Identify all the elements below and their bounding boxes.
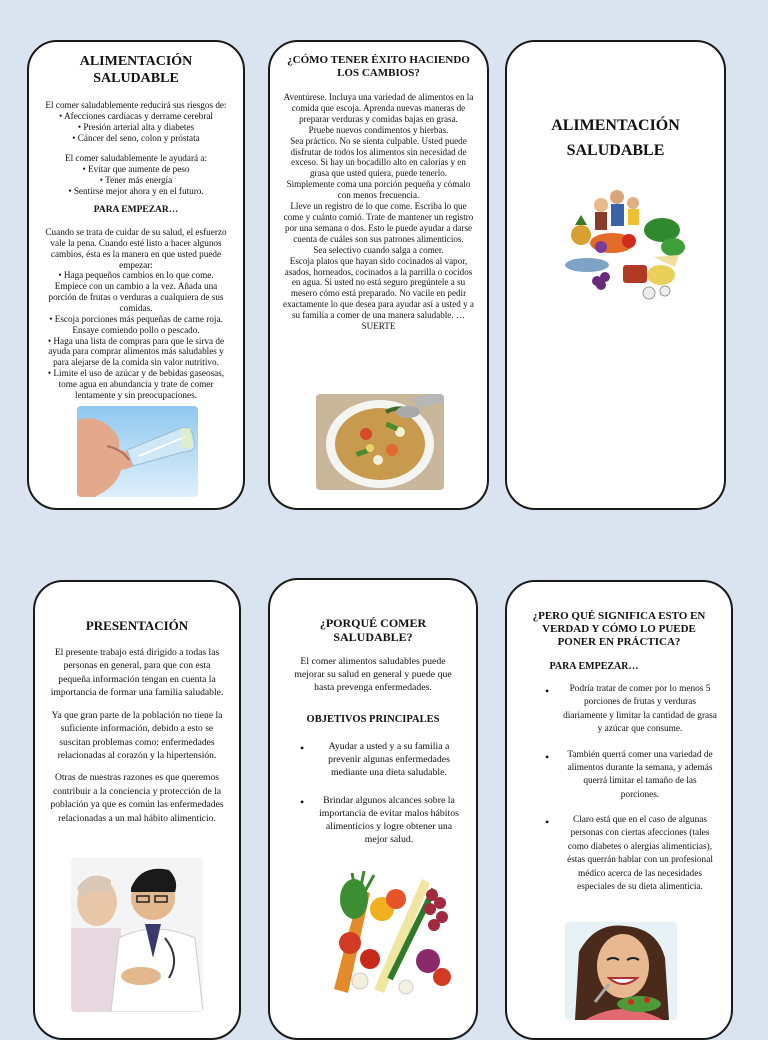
list-item: • Brindar algunos alcances sobre la importancia de evitar malos hábitos alimenticios y logre obtener una mejor salud. (294, 794, 460, 847)
panel-presentation (33, 580, 241, 1040)
woman-eating-salad-image (565, 922, 677, 1020)
presentation-text (47, 646, 227, 834)
list-item: • También querrá comer una variedad de alimentos durante la semana, y además querrá limitar el tamaño de las porciones. (539, 749, 717, 803)
vegetables-image (330, 869, 454, 1000)
objectives-heading: OBJETIVOS PRINCIPALES (306, 714, 440, 725)
start-text: Cuando se trata de cuidar de su salud, el esfuerzo vale la pena. Cuando esté listo a hacer algunos cambios, ésta es la manera en que usted puede empezar: • Haga pequeños cambios en lo que come. Empiece con un cambio a la vez. Añada una porción de frutas o verduras a cualquiera de sus comidas. • Escoja porciones más pequeñas de carne roja. Ensaye comiendo pollo o pescado. • Haga una lista de compras para que le sirva de ayuda para comprar alimentos más saludables y para alejarse de la comida sin valor nutritivo. • Limite el uso de azúcar y de bebidas gaseosas, tome agua en abundancia y trate de comer lentamente y sin preocupaciones. (45, 227, 227, 400)
panel-healthy-eating (27, 40, 245, 510)
panel-title: PRESENTACIÓN (85, 618, 189, 633)
section-heading: PARA EMPEZAR… (93, 205, 179, 215)
list-item: • Podría tratar de comer por lo menos 5 porciones de frutas y verduras diariamente y limitar la cantidad de grasa y azúcar que consume. (539, 683, 717, 737)
benefits-text: El comer saludablemente le ayudará a: • Evitar que aumente de peso • Tener más energía • Sentirse mejor ahora y en el futuro. (64, 153, 208, 196)
panel-why-eat-healthy (268, 578, 478, 1040)
practice-list (539, 683, 717, 894)
paragraph: Ya que gran parte de la población no tiene la suficiente información, debido a esto se suscitan problemas como: enfermedades relacionadas al corazón y la hipertensión. (51, 709, 223, 761)
objectives-list (294, 740, 460, 847)
panel-title: ALIMENTACIÓN SALUDABLE (79, 54, 193, 86)
list-item: • Ayudar a usted y a su familia a prevenir algunas enfermedades mediante una dieta saludable. (294, 740, 460, 780)
paragraph: Otras de nuestras razones es que queremos contribuir a la conciencia y protección de la población ya que es común las enfermedades relacionadas a un mal hábito alimenticio. (50, 772, 224, 824)
panel-title: ¿PERO QUÉ SIGNIFICA ESTO EN VERDAD Y CÓMO LO PUEDE PONER EN PRÁCTICA? (532, 610, 706, 649)
tips-text: Aventúrese. Incluya una variedad de alimentos en la comida que escoja. Aprenda nuevas maneras de preparar verduras y comidas bajas en grasa. Pruebe nuevos condimentos y hierbas. Sea práctico. No se sienta culpable. Usted puede disfrutar de todos los alimentos sin necesidad de exceso. Si hay un bocadillo alto en calorías y en grasa que usted quiera, puede tenerlo. Simplemente coma una porción pequeña y cómalo con menos frecuencia. Lleve un registro de lo que come. Escriba lo que come y cuánto comió. Trate de mantener un registro por una semana o dos. Esto le puede ayudar a darse cuenta de cuáles son sus patrones alimenticios. Sea selectivo cuando salga a comer. Escoja platos que hayan sido cocinados al vapor, asados, horneados, cocinados a la parrilla o cocidos en agua. Si usted no está seguro pregúntele a su mesero cómo está preparado. No vacile en pedir exactamente lo que desea para ayudar así a usted y a su familia a comer de una manera saludable. …SUERTE (283, 92, 474, 332)
panel-title: ¿CÓMO TENER ÉXITO HACIENDO LOS CAMBIOS? (287, 54, 470, 80)
paragraph: El presente trabajo está dirigido a todas las personas en general, para que con esta pequeña información tengan en cuenta la importancia de formar una familia saludable. (50, 647, 224, 699)
intro-text: El comer alimentos saludables puede mejorar su salud en general y puede que hasta prevenga enfermedades. (294, 656, 452, 694)
soup-bowl-image (316, 394, 444, 490)
panel-in-practice (505, 580, 733, 1040)
panel-cover (505, 40, 726, 510)
cover-title: ALIMENTACIÓN SALUDABLE (551, 117, 680, 159)
panel-title: ¿PORQUÉ COMER SALUDABLE? (319, 616, 427, 645)
risks-text: El comer saludablemente reducirá sus riesgos de: • Afecciones cardíacas y derrame cerebral • Presión arterial alta y diabetes • Cáncer del seno, colon y próstata (45, 100, 227, 143)
doctor-patient-image (71, 858, 203, 1012)
list-item: • Claro está que en el caso de algunas personas con ciertas afecciones (tales como diabetes o alergias alimenticias), éstas querrán hablar con un profesional médico acerca de las necesidades especiales de su dieta alimenticia. (539, 814, 717, 894)
drinking-water-image (77, 406, 198, 497)
food-family-illustration (557, 185, 693, 302)
section-heading: PARA EMPEZAR… (549, 661, 639, 672)
panel-success-tips (268, 40, 489, 510)
